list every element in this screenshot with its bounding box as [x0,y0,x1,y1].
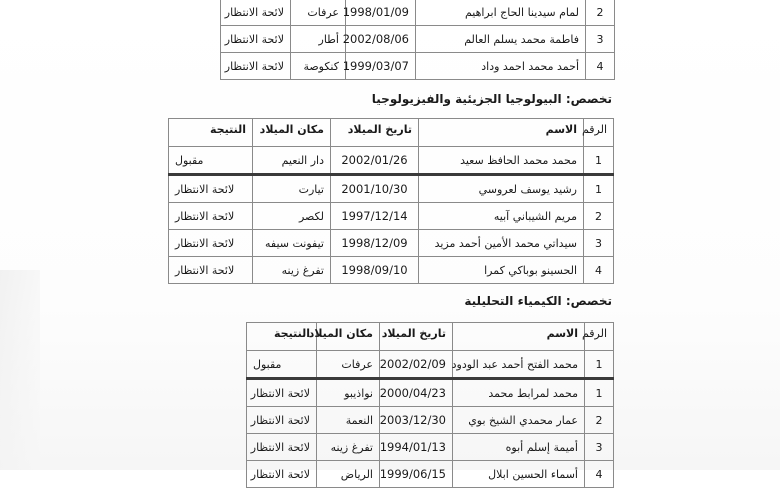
cell-number: 1 [584,175,614,203]
cell-birth-date: 1998/01/09 [346,0,416,26]
cell-birth-date: 2001/10/30 [331,175,419,203]
cell-number: 3 [586,26,615,53]
cell-number: 2 [585,407,614,434]
cell-birth-place: عرفات [317,351,380,379]
results-table-analytical-chemistry [246,322,614,488]
table-row [221,0,615,26]
cell-name: محمد الفتح أحمد عبد الودود [453,351,585,379]
cell-birth-date: 2003/12/30 [380,407,453,434]
cell-birth-date: 1998/12/09 [331,230,419,257]
cell-result: لائحة الانتظار [247,434,317,461]
header-result: النتيجة [247,323,317,351]
cell-name: لمام سيدينا الحاج ابراهيم [416,0,586,26]
cell-name: مريم الشيباني آبيه [419,203,584,230]
cell-number: 3 [585,434,614,461]
cell-birth-date: 1999/06/15 [380,461,453,488]
header-number: الرقم [584,119,614,147]
cell-birth-place: دار النعيم [253,147,331,175]
header-result: النتيجة [169,119,253,147]
table-row [221,53,615,80]
table-row [221,26,615,53]
cell-birth-place: تيارت [253,175,331,203]
table-row [247,434,614,461]
cell-name: أحمد محمد احمد وداد [416,53,586,80]
cell-name: الحسينو بوباكي كمرا [419,257,584,284]
cell-birth-date: 2002/02/09 [380,351,453,379]
table-row [247,461,614,488]
header-name: الاسم [419,119,584,147]
cell-number: 1 [585,351,614,379]
cell-result: مقبول [169,147,253,175]
cell-result: لائحة الانتظار [169,230,253,257]
header-birth-place: مكان الميلاد [317,323,380,351]
cell-result: لائحة الانتظار [169,257,253,284]
cell-birth-place: تيفونت سيفه [253,230,331,257]
cell-birth-place: تفرغ زينه [253,257,331,284]
cell-result: لائحة الانتظار [169,175,253,203]
results-table-molecular-biology [168,118,614,284]
cell-birth-date: 1997/12/14 [331,203,419,230]
section-heading-analytical-chemistry: تخصص: الكيمياء التحليلية [464,294,612,308]
results-table-previous-section [220,0,615,80]
cell-birth-place: عرفات [291,0,346,26]
cell-number: 2 [584,203,614,230]
header-number: الرقم [585,323,614,351]
cell-birth-date: 2000/04/23 [380,379,453,407]
cell-result: لائحة الانتظار [221,53,291,80]
cell-birth-date: 1994/01/13 [380,434,453,461]
cell-result: لائحة الانتظار [169,203,253,230]
table-row [247,379,614,407]
cell-number: 1 [585,379,614,407]
cell-name: سيداتي محمد الأمين أحمد مزيد [419,230,584,257]
cell-number: 4 [584,257,614,284]
cell-name: عمار محمدي الشيخ بوي [453,407,585,434]
cell-result: مقبول [247,351,317,379]
cell-result: لائحة الانتظار [221,26,291,53]
table-row [169,175,614,203]
table-row-accepted [247,351,614,379]
table-row [169,257,614,284]
table-header-row [247,323,614,351]
cell-name: محمد لمرابط محمد [453,379,585,407]
cell-number: 2 [586,0,615,26]
header-birth-place: مكان الميلاد [253,119,331,147]
cell-birth-place: النعمة [317,407,380,434]
table-row-accepted [169,147,614,175]
cell-birth-date: 2002/08/06 [346,26,416,53]
cell-birth-place: كنكوصة [291,53,346,80]
cell-result: لائحة الانتظار [247,407,317,434]
table-header-row [169,119,614,147]
cell-name: محمد محمد الحافظ سعيد [419,147,584,175]
header-name: الاسم [453,323,585,351]
cell-result: لائحة الانتظار [221,0,291,26]
background-shade [0,270,40,470]
cell-number: 1 [584,147,614,175]
section-heading-molecular-biology: تخصص: البيولوجيا الجزيئية والفيزيولوجيا [371,92,612,106]
header-birth-date: تاريخ الميلاد [331,119,419,147]
cell-birth-place: الرياض [317,461,380,488]
cell-birth-date: 1998/09/10 [331,257,419,284]
cell-birth-date: 2002/01/26 [331,147,419,175]
cell-birth-date: 1999/03/07 [346,53,416,80]
cell-name: رشيد يوسف لعروسي [419,175,584,203]
cell-name: أسماء الحسين ابلال [453,461,585,488]
cell-birth-place: تفرغ زينه [317,434,380,461]
cell-birth-place: أطار [291,26,346,53]
cell-result: لائحة الانتظار [247,461,317,488]
cell-number: 3 [584,230,614,257]
cell-name: فاطمة محمد يسلم العالم [416,26,586,53]
table-row [169,230,614,257]
cell-number: 4 [586,53,615,80]
cell-name: أميمة إسلم أبوه [453,434,585,461]
table-row [169,203,614,230]
table-row [247,407,614,434]
cell-result: لائحة الانتظار [247,379,317,407]
cell-birth-place: نواذيبو [317,379,380,407]
cell-number: 4 [585,461,614,488]
cell-birth-place: لكصر [253,203,331,230]
header-birth-date: تاريخ الميلاد [380,323,453,351]
